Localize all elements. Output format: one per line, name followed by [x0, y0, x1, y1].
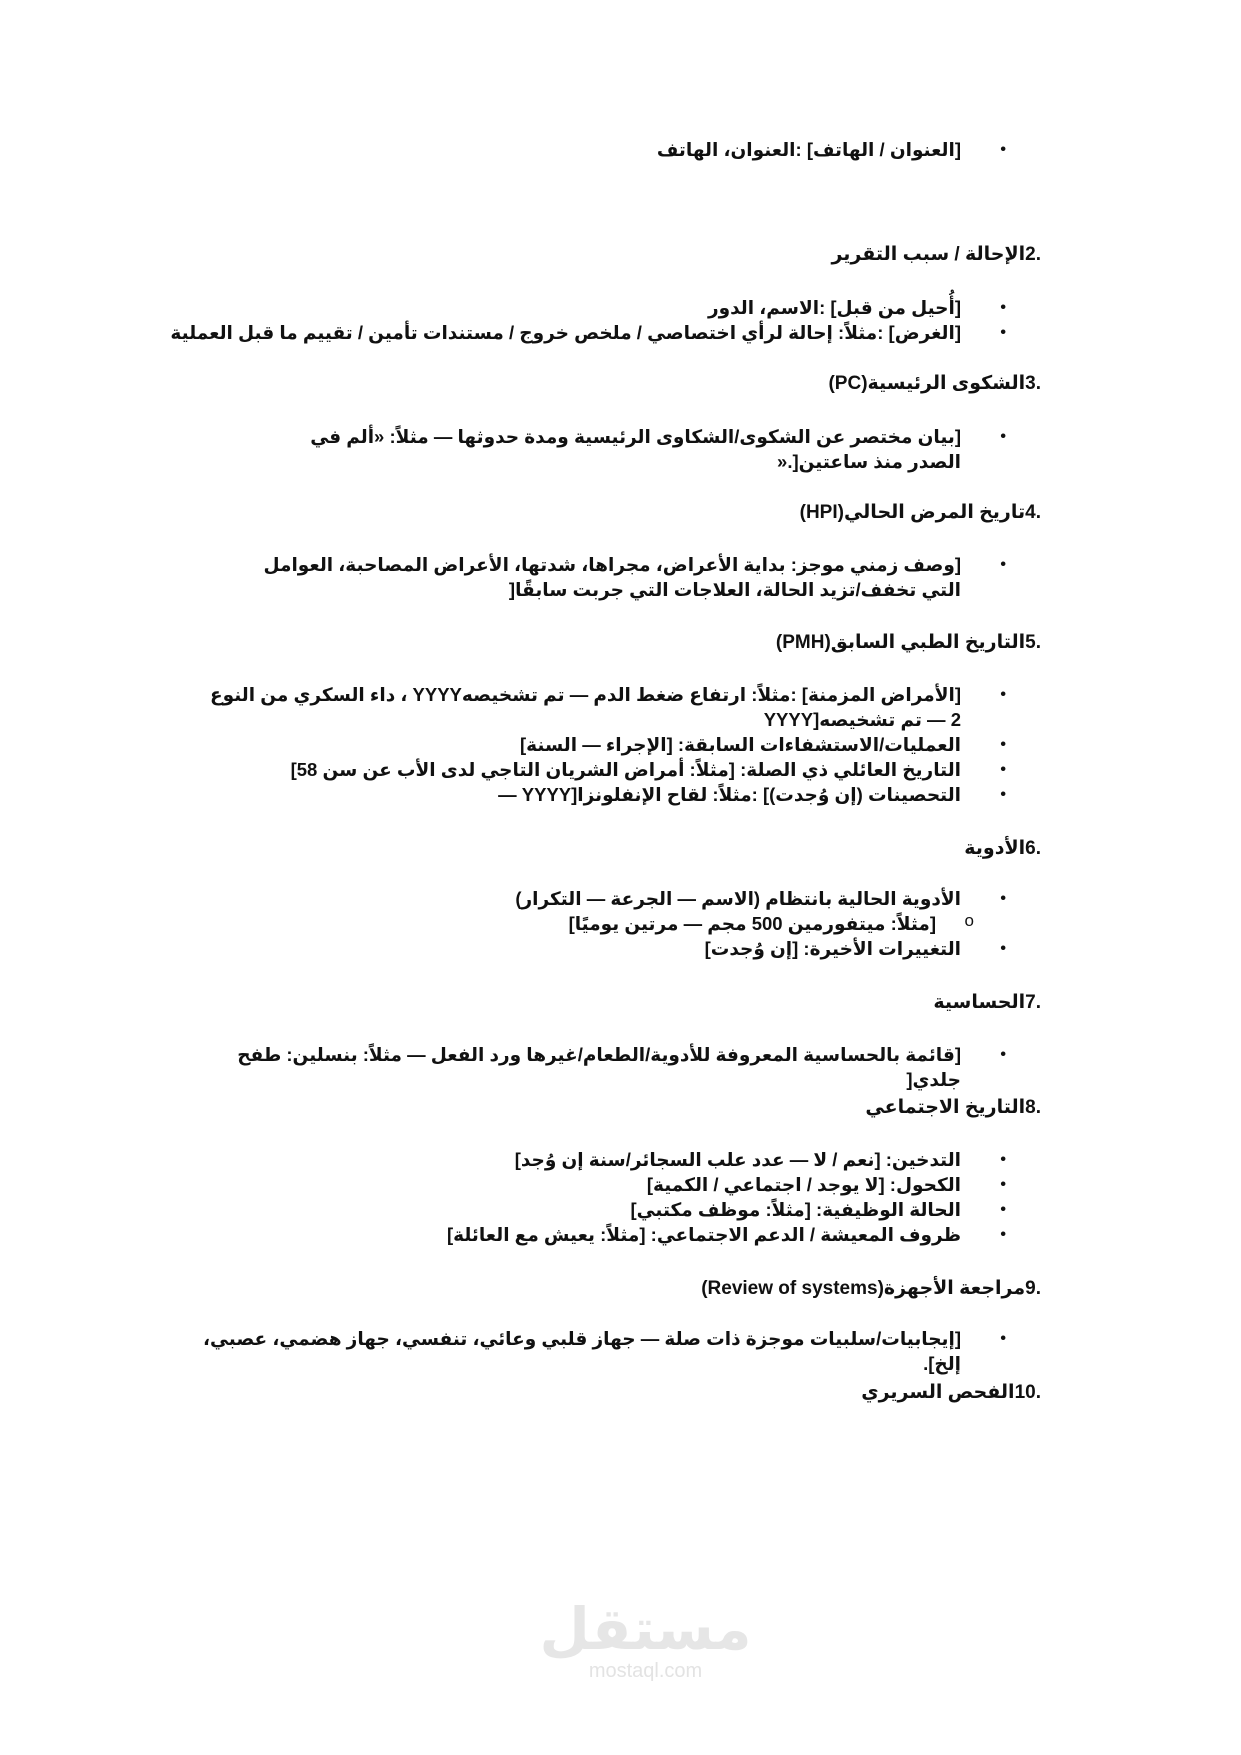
- list-item: التغييرات الأخيرة: [إن وُجدت] •: [361, 936, 961, 961]
- list-item: [بيان مختصر عن الشكوى/الشكاوى الرئيسية ومدة حدوثها — مثلاً: «ألم في الصدر منذ ساعتين[.« •: [261, 424, 961, 474]
- watermark: [0, 1597, 1241, 1683]
- section-7-heading: .7الحساسية: [933, 992, 1041, 1013]
- list-item: الحالة الوظيفية: [مثلاً: موظف مكتبي] •: [361, 1197, 961, 1222]
- list-item: ظروف المعيشة / الدعم الاجتماعي: [مثلاً: يعيش مع العائلة] •: [361, 1222, 961, 1247]
- watermark-site: mostaql.com: [588, 1660, 703, 1682]
- section-9-list: [201, 1326, 961, 1376]
- section-8-list: [361, 1147, 961, 1247]
- address-label: [العنوان / الهاتف]: [806, 139, 961, 160]
- medication-sublist: [361, 911, 961, 936]
- list-item: [361, 886, 961, 936]
- section-2-heading: .2الإحالة / سبب التقرير: [831, 244, 1041, 265]
- list-item: التاريخ العائلي ذي الصلة: [مثلاً: أمراض الشريان التاجي لدى الأب عن سن 58] •: [201, 757, 961, 782]
- medication-line: الأدوية الحالية بانتظام (الاسم — الجرعة — التكرار): [515, 888, 961, 909]
- list-item: [وصف زمني موجز: بداية الأعراض، مجراها، شدتها، الأعراض المصاحبة، العوامل التي تخفف/تزيد الحالة، العلاجات التي جربت سابقًا[ •: [241, 552, 961, 602]
- section-4-heading: .4تاريخ المرض الحالي(HPI): [799, 502, 1041, 523]
- list-item: التحصينات (إن وُجدت)] :مثلاً: لقاح الإنفلونزا[YYYY — •: [201, 782, 961, 807]
- list-item: [قائمة بالحساسية المعروفة للأدوية/الطعام/غيرها ورد الفعل — مثلاً: بنسلين: طفح جلدي[ •: [201, 1042, 961, 1092]
- section-3-list: [261, 424, 961, 474]
- address-value: :العنوان، الهاتف: [656, 139, 802, 160]
- section-4-list: [241, 552, 961, 602]
- sub-list-item: [مثلاً: ميتفورمين 500 مجم — مرتين يوميًا] o: [361, 911, 936, 936]
- section-6-heading: .6الأدوية: [964, 838, 1041, 859]
- list-item: العمليات/الاستشفاءات السابقة: [الإجراء — السنة] •: [201, 732, 961, 757]
- section-10-heading: .10الفحص السريري: [861, 1382, 1041, 1403]
- section-7-list: [201, 1042, 961, 1092]
- section-9-heading: .9مراجعة الأجهزة(Review of systems): [701, 1278, 1041, 1299]
- list-item: [الأمراض المزمنة] :مثلاً: ارتفاع ضغط الدم — تم تشخيصهYYYY ، داء السكري من النوع 2 — تم تشخيصه[YYYY •: [201, 682, 961, 732]
- section-3-heading: .3الشكوى الرئيسية(PC): [828, 373, 1041, 394]
- section-5-heading: .5التاريخ الطبي السابق(PMH): [775, 632, 1041, 653]
- list-item: [إيجابيات/سلبيات موجزة ذات صلة — جهاز قلبي وعائي، تنفسي، جهاز هضمي، عصبي، إلخ]. •: [201, 1326, 961, 1376]
- section-5-list: [201, 682, 961, 807]
- address-list: [657, 137, 961, 162]
- list-item: [657, 137, 961, 162]
- list-item: [أُحيل من قبل] :الاسم، الدور •: [101, 295, 961, 320]
- section-8-heading: .8التاريخ الاجتماعي: [865, 1097, 1041, 1118]
- list-item: التدخين: [نعم / لا — عدد علب السجائر/سنة إن وُجد] •: [361, 1147, 961, 1172]
- list-item: الكحول: [لا يوجد / اجتماعي / الكمية] •: [361, 1172, 961, 1197]
- watermark-brand: مستقل: [539, 1597, 752, 1662]
- list-item: [الغرض] :مثلاً: إحالة لرأي اختصاصي / ملخص خروج / مستندات تأمين / تقييم ما قبل العملية •: [101, 320, 961, 345]
- section-6-list: [361, 886, 961, 961]
- section-2-list: [101, 295, 961, 345]
